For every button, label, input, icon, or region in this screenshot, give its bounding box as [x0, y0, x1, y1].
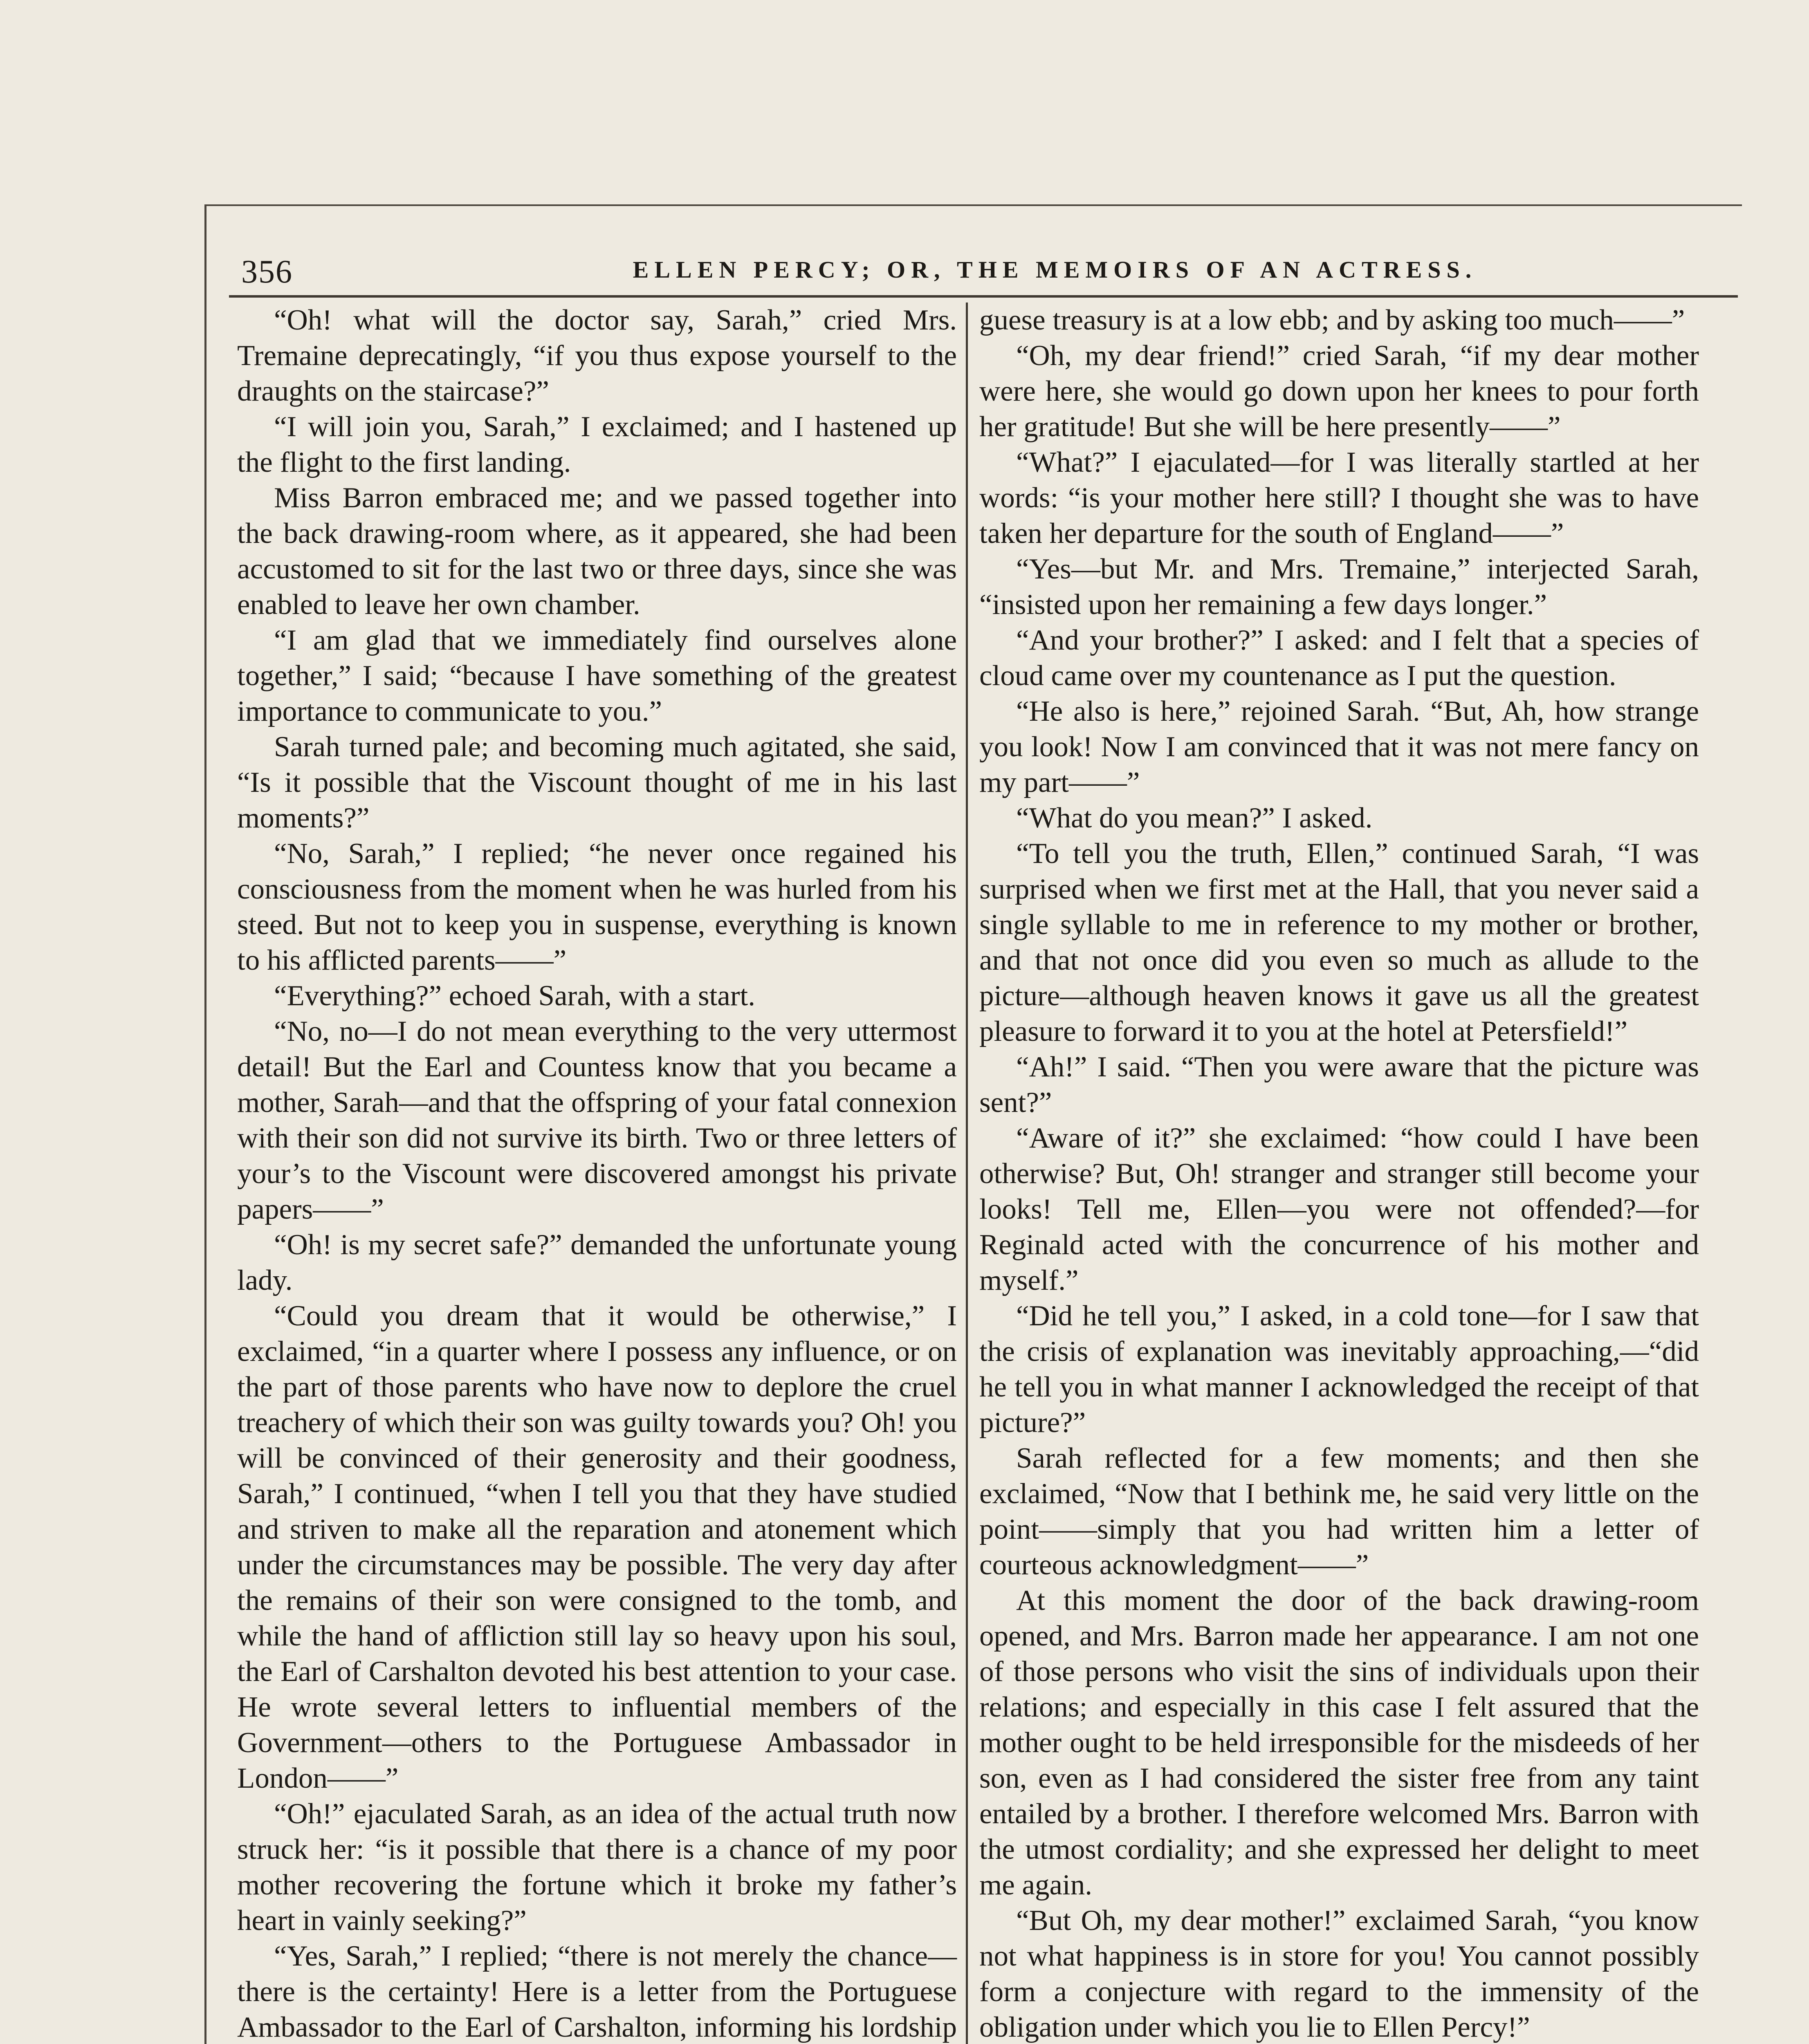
paragraph: “No, no—I do not mean everything to the very uttermost detail! But the Earl and Countess know that you became a mother, Sarah—and that the offspring of your fatal connexion with their son did not survive its birth. Two or three letters of your’s to the Viscount were discovered amongst his private papers——” — [237, 1015, 957, 1225]
paragraph: Sarah reflected for a few moments; and then she exclaimed, “Now that I bethink me, he said very little on the point——simply that you had written him a letter of courteous acknowledgment——” — [979, 1442, 1699, 1581]
page-border-left — [204, 204, 206, 2044]
paragraph: “What do you mean?” I asked. — [1016, 802, 1373, 834]
page-number: 356 — [241, 254, 293, 290]
paragraph: “Could you dream that it would be otherwise,” I exclaimed, “in a quarter where I possess any influence, or on the part of those parents who have now to deplore the cruel treachery of which their son was guilty towards you? Oh! you will be convinced of their generosity and their goodness, Sarah,” I continued, “when I tell you that they have studied and striven to make all the reparation and atonement which under the circumstances may be possible. The very day after the remains of their son were consigned to the tomb, and while the hand of affliction still lay so heavy upon his soul, the Earl of Carshalton devoted his best attention to your case. He wrote several letters to influential members of the Government—others to the Portuguese Ambassador in London——” — [237, 1300, 957, 1794]
paragraph: “Yes—but Mr. and Mrs. Tremaine,” interjected Sarah, “insisted upon her remaining a few days longer.” — [979, 553, 1699, 621]
column-divider — [966, 303, 968, 2044]
paragraph: At this moment the door of the back drawing-room opened, and Mrs. Barron made her appearance. I am not one of those persons who visit the sins of individuals upon their relations; and especially in this case I felt assured that the mother ought to be held irresponsible for the misdeeds of her son, even as I had considered the sister free from any taint entailed by a brother. I therefore welcomed Mrs. Barron with the utmost cordiality; and she expressed her delight to meet me again. — [979, 1585, 1699, 1901]
paragraph: “He also is here,” rejoined Sarah. “But, Ah, how strange you look! Now I am convinced that it was not mere fancy on my part——” — [979, 695, 1699, 798]
page-border-top — [204, 204, 1742, 206]
page-header — [229, 249, 1734, 294]
paragraph: “Oh! is my secret safe?” demanded the unfortunate young lady. — [237, 1229, 957, 1296]
paragraph: Miss Barron embraced me; and we passed together into the back drawing-room where, as it appeared, she had been accustomed to sit for the last two or three days, since she was enabled to leave her own chamber. — [237, 482, 957, 621]
paragraph: “Ah!” I said. “Then you were aware that the picture was sent?” — [979, 1051, 1699, 1118]
paragraph: “Did he tell you,” I asked, in a cold tone—for I saw that the crisis of explanation was inevitably approaching,—“did he tell you in what manner I acknowledged the receipt of that picture?” — [979, 1300, 1699, 1439]
paragraph: “And your brother?” I asked: and I felt that a species of cloud came over my countenance as I put the question. — [979, 624, 1699, 692]
paragraph: “What?” I ejaculated—for I was literally startled at her words: “is your mother here still? I thought she was to have taken her departure for the south of England——” — [979, 446, 1699, 549]
header-rule — [229, 295, 1738, 298]
paragraph: “Oh, my dear friend!” cried Sarah, “if my dear mother were here, she would go down upon her knees to pour forth her gratitude! But she will be here presently——” — [979, 340, 1699, 443]
running-head: ELLEN PERCY; OR, THE MEMOIRS OF AN ACTRESS. — [633, 256, 1477, 283]
paragraph: “Oh!” ejaculated Sarah, as an idea of the actual truth now struck her: “is it possible that there is a chance of my poor mother recovering the fortune which it broke my father’s heart in vainly seeking?” — [237, 1798, 957, 1936]
paragraph: “To tell you the truth, Ellen,” continued Sarah, “I was surprised when we first met at the Hall, that you never said a single syllable to me in reference to my mother or brother, and that not once did you even so much as allude to the picture—although heaven knows it gave us all the greatest pleasure to forward it to you at the hotel at Petersfield!” — [979, 838, 1699, 1047]
paragraph: “Oh! what will the doctor say, Sarah,” cried Mrs. Tremaine deprecatingly, “if you thus expose yourself to the draughts on the staircase?” — [237, 304, 957, 407]
paragraph: “Everything?” echoed Sarah, with a start. — [274, 980, 755, 1012]
right-column — [979, 303, 1699, 2044]
paragraph: “No, Sarah,” I replied; “he never once regained his consciousness from the moment when he was hurled from his steed. But not to keep you in suspense, everything is known to his afflicted parents——” — [237, 838, 957, 976]
paragraph: “Aware of it?” she exclaimed: “how could I have been otherwise? But, Oh! stranger and stranger still become your looks! Tell me, Ellen—you were not offended?—for Reginald acted with the concurrence of his mother and myself.” — [979, 1122, 1699, 1296]
paragraph: guese treasury is at a low ebb; and by asking too much——” — [979, 304, 1685, 336]
paragraph: “But Oh, my dear mother!” exclaimed Sarah, “you know not what happiness is in store for you! You cannot possibly form a conjecture with regard to the immensity of the obligation under which you lie to Ellen Percy!” — [979, 1905, 1699, 2043]
left-column — [237, 303, 957, 2044]
paragraph: Sarah turned pale; and becoming much agitated, she said, “Is it possible that the Viscount thought of me in his last moments?” — [237, 731, 957, 834]
paragraph: “Yes, Sarah,” I replied; “there is not merely the chance—there is the certainty! Here is a letter from the Portuguese Ambassador to the Earl of Carshalton, informing his lordship — [237, 1940, 957, 2043]
paragraph: “I am glad that we immediately find ourselves alone together,” I said; “because I have something of the greatest importance to communicate to you.” — [237, 624, 957, 727]
paragraph: “I will join you, Sarah,” I exclaimed; and I hastened up the flight to the first landing. — [237, 411, 957, 478]
